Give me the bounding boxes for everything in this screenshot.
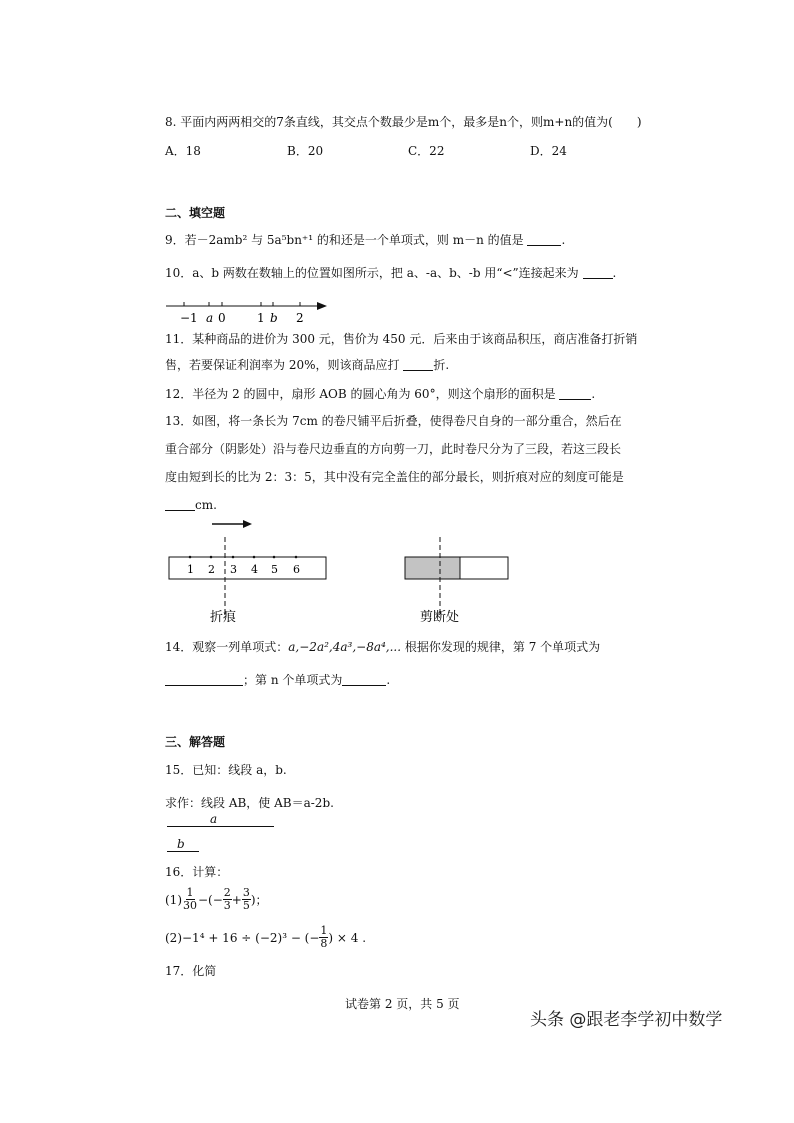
axis-label-b: b — [270, 311, 278, 325]
q10-text: 10．a、b 两数在数轴上的位置如图所示，把 a、-a、b、-b 用“<”连接起来为 — [165, 266, 579, 280]
q10-end: . — [612, 266, 617, 280]
fraction-3-5: $\frac{3}{5}$ — [242, 886, 250, 912]
q9-text: 9．若－2amb² 与 5a⁵bn⁺¹ 的和还是一个单项式，则 m－n 的值是 — [165, 233, 524, 247]
q8-option-c: C．22 — [408, 144, 445, 158]
q16-part1 — [165, 887, 268, 912]
overlap-shaded — [405, 557, 460, 579]
segment-a-label: a — [210, 812, 218, 826]
cut-label: 剪断处 — [420, 610, 460, 625]
ruler-mark-2: 2 — [208, 563, 215, 576]
ruler-figure — [160, 515, 520, 630]
q12-end: . — [591, 387, 596, 401]
q10-line — [165, 265, 616, 281]
q8-stem: 8. 平面内两两相交的7条直线，其交点个数最少是m个，最多是n个，则m+n的值为( ) — [165, 115, 642, 129]
number-line-figure — [160, 296, 335, 326]
q16-p1-prefix: (1) — [165, 892, 182, 907]
ruler-mark-5: 5 — [271, 563, 278, 576]
q14-prefix: 14．观察一列单项式： — [165, 640, 289, 654]
q12-answer-blank[interactable] — [559, 387, 591, 400]
q14-mid: ；第 n 个单项式为 — [243, 673, 343, 687]
axis-label-0: 0 — [218, 311, 226, 325]
ruler-mark-4: 4 — [251, 563, 258, 576]
q14-line2 — [165, 672, 390, 688]
axis-label-a: a — [206, 311, 214, 325]
number-line-arrow — [317, 302, 327, 310]
q16-p1-end: )； — [250, 892, 268, 907]
q15-line1: 15．已知：线段 a，b. — [165, 763, 287, 777]
q16-p1-mid: −(− — [198, 892, 223, 907]
q13-end: cm. — [195, 498, 217, 512]
q10-answer-blank[interactable] — [583, 266, 613, 279]
section-title-fill-in: 二、填空题 — [165, 206, 226, 220]
q8-option-b: B．20 — [287, 144, 324, 158]
q9-end: . — [561, 233, 566, 247]
direction-arrow-head — [243, 520, 252, 528]
q8-option-d: D．24 — [530, 144, 567, 158]
q16-p1-plus: + — [231, 892, 242, 907]
q11-answer-blank[interactable] — [403, 358, 433, 371]
q16-p2-prefix: (2) — [165, 930, 182, 945]
fraction-2-3: $\frac{2}{3}$ — [223, 886, 231, 912]
ruler-mark-6: 6 — [293, 563, 300, 576]
axis-label-1: 1 — [257, 311, 265, 325]
q14-answer-blank-7th[interactable] — [165, 673, 243, 686]
q16-p2-expr: −1⁴ + 16 ÷ (−2)³ − (− — [182, 930, 320, 945]
q16-p2-end: ) × 4 . — [328, 930, 367, 945]
segment-a-line — [167, 826, 274, 827]
q8-option-a: A．18 — [165, 144, 201, 158]
q13-line4 — [165, 497, 217, 513]
q11-line2 — [165, 357, 449, 373]
q13-line1: 13．如图，将一条长为 7cm 的卷尺铺平后折叠，使得卷尺自身的一部分重合，然后在 — [165, 414, 622, 428]
q12-line — [165, 386, 595, 402]
q14-answer-blank-nth[interactable] — [342, 673, 386, 686]
q13-line3: 度由短到长的比为 2：3：5，其中没有完全盖住的部分最长，则折痕对应的刻度可能是 — [165, 470, 624, 484]
q13-answer-blank[interactable] — [165, 498, 195, 511]
q17-title: 17．化简 — [165, 964, 217, 978]
q11-line1: 11．某种商品的进价为 300 元，售价为 450 元．后来由于该商品积压，商店准备打折销 — [165, 332, 638, 346]
ruler-mark-3: 3 — [230, 563, 237, 576]
q9-answer-blank[interactable] — [527, 233, 561, 246]
q11-end: 折. — [433, 358, 450, 372]
watermark: 头条 @跟老李学初中数学 — [530, 1010, 723, 1030]
axis-label-neg1: −1 — [180, 311, 198, 325]
fold-label: 折痕 — [210, 610, 237, 625]
segment-b-label: b — [177, 837, 185, 851]
q14-sequence: a,−2a²,4a³,−8a⁴,... — [288, 640, 402, 654]
q9-line — [165, 232, 565, 248]
fraction-1-30: $\frac{1}{30}$ — [183, 886, 197, 912]
fraction-1-8: $\frac{1}{8}$ — [320, 924, 328, 950]
q14-end: . — [386, 673, 391, 687]
ruler-right — [460, 557, 508, 579]
q14-line1 — [165, 639, 600, 655]
q13-line2: 重合部分（阴影处）沿与卷尺边垂直的方向剪一刀，此时卷尺分为了三段，若这三段长 — [165, 442, 622, 456]
q12-text: 12．半径为 2 的圆中，扇形 AOB 的圆心角为 60°，则这个扇形的面积是 — [165, 387, 556, 401]
axis-label-2: 2 — [296, 311, 304, 325]
section-title-solutions: 三、解答题 — [165, 735, 226, 749]
ruler-mark-1: 1 — [187, 563, 194, 576]
page-footer: 试卷第 2 页，共 5 页 — [345, 997, 460, 1011]
q14-text: 根据你发现的规律，第 7 个单项式为 — [404, 640, 601, 654]
q16-part2 — [165, 925, 366, 950]
q15-line2: 求作：线段 AB，使 AB＝a-2b. — [165, 796, 334, 810]
q11-text: 售，若要保证利润率为 20%，则该商品应打 — [165, 358, 400, 372]
q16-title: 16．计算： — [165, 865, 229, 879]
